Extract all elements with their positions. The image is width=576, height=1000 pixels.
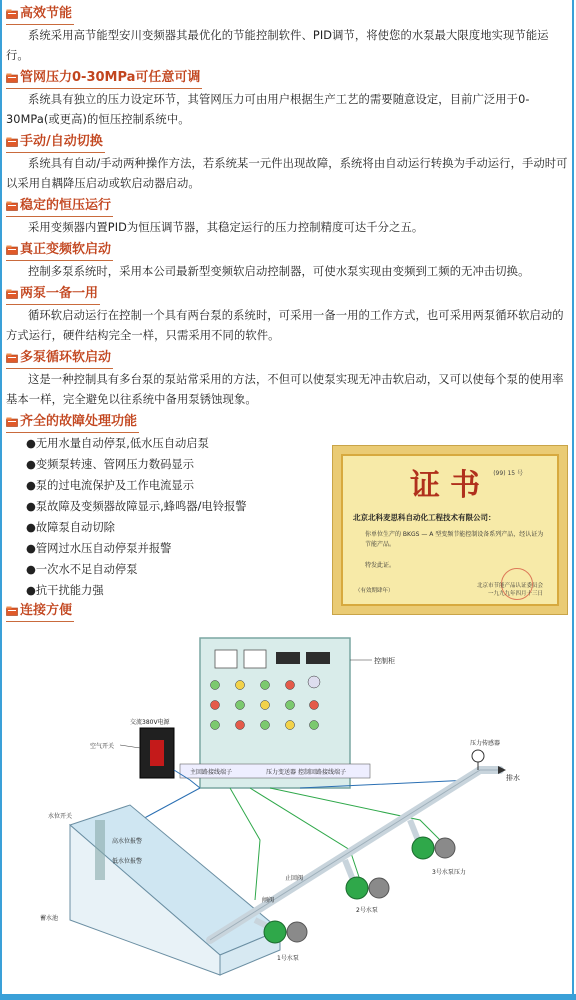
section-title: 两泵一备一用 [20, 286, 99, 301]
list-item: ●管网过水压自动停泵并报警 [26, 542, 172, 555]
gate-valve-label: 闸阀 [262, 897, 275, 904]
low-level-label: 低水位报警 [112, 858, 143, 865]
lamp-icon [286, 701, 295, 710]
section-title: 多泵循环软启动 [20, 350, 112, 365]
fault-list [6, 433, 326, 601]
display-icon [276, 652, 300, 664]
section-energy [6, 4, 568, 66]
lamp-icon [261, 701, 270, 710]
water-tank [40, 805, 280, 975]
section-stable [6, 196, 568, 238]
section-text: 系统采用高节能型安川变频器其最优化的节能控制软件、PID调节，将使您的水泵最大限度地实现节能运行。 [6, 29, 549, 62]
folder-icon [6, 9, 18, 19]
terminal-main-label: 主回路接线端子 [190, 769, 233, 776]
section-title: 连接方便 [20, 603, 73, 618]
lamp-icon [310, 721, 319, 730]
list-item: ●无用水量自动停泵,低水压自动启泵 [26, 437, 209, 450]
section-text: 采用变频器内置PID为恒压调节器，其稳定运行的压力控制精度可达千分之五。 [28, 221, 424, 234]
section-heading [6, 601, 74, 622]
certificate-body: 你单位生产的 BKGS — A 型变频节能控制设备系列产品，经认证为节能产品。 [365, 531, 544, 548]
pump-2 [346, 877, 389, 914]
lamp-icon [236, 721, 245, 730]
terminal-ctrl-label: 控制回路接线端子 [298, 769, 347, 776]
section-soft-start [6, 240, 568, 282]
folder-icon [6, 201, 18, 211]
section-pressure [6, 68, 568, 130]
lamp-icon [211, 701, 220, 710]
float-switch-label: 水位开关 [48, 813, 73, 820]
folder-icon [6, 606, 18, 616]
list-item: ●抗干扰能力强 [26, 584, 104, 597]
pressure-transmitter-label: 压力传感器 [470, 740, 501, 747]
section-heading [6, 196, 113, 217]
section-heading [6, 240, 113, 261]
section-heading [6, 132, 105, 153]
certificate-validity: （有效期肆年） [355, 588, 394, 594]
bottom-bar [0, 994, 576, 1000]
section-two-pumps [6, 284, 568, 346]
certificate-title: 证书 [410, 468, 490, 503]
section-title: 稳定的恒压运行 [20, 198, 112, 213]
lamp-icon [286, 681, 295, 690]
section-heading [6, 412, 139, 433]
folder-icon [6, 73, 18, 83]
folder-icon [6, 289, 18, 299]
section-heading [6, 348, 113, 369]
pressure-gauge-icon [472, 750, 484, 762]
section-manual-auto [6, 132, 568, 194]
pump-3 [412, 837, 466, 876]
gauge-icon [215, 650, 237, 668]
section-title: 真正变频软启动 [20, 242, 112, 257]
section-title: 手动/自动切换 [20, 134, 103, 149]
certificate-image [332, 445, 568, 615]
lamp-icon [236, 681, 245, 690]
pump1-label: 1号水泵 [277, 955, 299, 962]
section-multi-pump [6, 348, 568, 410]
section-text: 这是一种控制具有多台泵的泵站常采用的方法，不但可以使泵实现无冲击软启动，又可以使每个泵的使用率基本一样，完全避免以往系统中备用泵锈蚀现象。 [6, 373, 564, 406]
air-switch-label: 空气开关 [90, 743, 115, 750]
certificate-special: 特发此证。 [365, 562, 396, 569]
lamp-icon [261, 681, 270, 690]
folder-icon [6, 137, 18, 147]
gauge-icon [244, 650, 266, 668]
folder-icon [6, 245, 18, 255]
pump3-label: 3号水泵压力 [432, 869, 466, 876]
section-text: 系统具有独立的压力设定环节，其管网压力可由用户根据生产工艺的需要随意设定，目前广泛用于0-30MPa(或更高)的恒压控制系统中。 [6, 93, 530, 126]
lamp-icon [310, 701, 319, 710]
connection-diagram [0, 630, 576, 985]
display-icon [306, 652, 330, 664]
section-heading [6, 284, 100, 305]
certificate-org: 北京北科麦思科自动化工程技术有限公司： [353, 513, 496, 522]
outlet-label: 排水 [506, 774, 520, 782]
high-level-label: 高水位报警 [112, 838, 143, 845]
section-heading [6, 4, 74, 25]
list-item: ●一次水不足自动停泵 [26, 563, 138, 576]
pump2-label: 2号水泵 [356, 907, 378, 914]
certificate-panel [341, 454, 559, 606]
list-item: ●故障泵自动切除 [26, 521, 115, 534]
pump-1 [264, 921, 307, 962]
section-text: 系统具有自动/手动两种操作方法，若系统某一元件出现故障，系统将由自动运行转换为手动运行，手动时可以采用自耦降压启动或软启动器启动。 [6, 157, 568, 190]
lamp-icon [211, 681, 220, 690]
lamp-icon [286, 721, 295, 730]
certificate-number: (99) 15 号 [493, 470, 523, 477]
terminal-pressure-label: 压力变送器 [266, 769, 297, 776]
section-title: 高效节能 [20, 6, 73, 21]
list-item: ●泵故障及变频器故障显示,蜂鸣器/电铃报警 [26, 500, 247, 513]
tank-label: 蓄水池 [40, 915, 59, 922]
lamp-icon [211, 721, 220, 730]
knob-icon [308, 676, 320, 688]
list-item: ●变频泵转速、管网压力数码显示 [26, 458, 195, 471]
list-item: ●泵的过电流保护及工作电流显示 [26, 479, 195, 492]
lamp-icon [261, 721, 270, 730]
section-title: 齐全的故障处理功能 [20, 414, 138, 429]
section-heading [6, 68, 202, 89]
certificate-issuer: 北京市节能产品认证委员会 一九九九年四月十三日 [476, 583, 543, 597]
control-cabinet-label: 控制柜 [374, 657, 395, 665]
power-switch [90, 718, 174, 778]
section-text: 循环软启动运行在控制一个具有两台泵的系统时，可采用一备一用的工作方式，也可采用两泵循环软启动的方式运行，硬件结构完全一样，只需采用不同的软件。 [6, 309, 564, 342]
lamp-icon [236, 701, 245, 710]
power-supply-label: 交流380V电源 [130, 719, 170, 726]
control-cabinet [180, 638, 370, 788]
section-text: 控制多泵系统时，采用本公司最新型变频软启动控制器，可使水泵实现由变频到工频的无冲击切换。 [28, 265, 530, 278]
section-title: 管网压力0-30MPa可任意可调 [20, 70, 201, 85]
folder-icon [6, 353, 18, 363]
folder-icon [6, 417, 18, 427]
check-valve-label: 止回阀 [285, 875, 304, 882]
